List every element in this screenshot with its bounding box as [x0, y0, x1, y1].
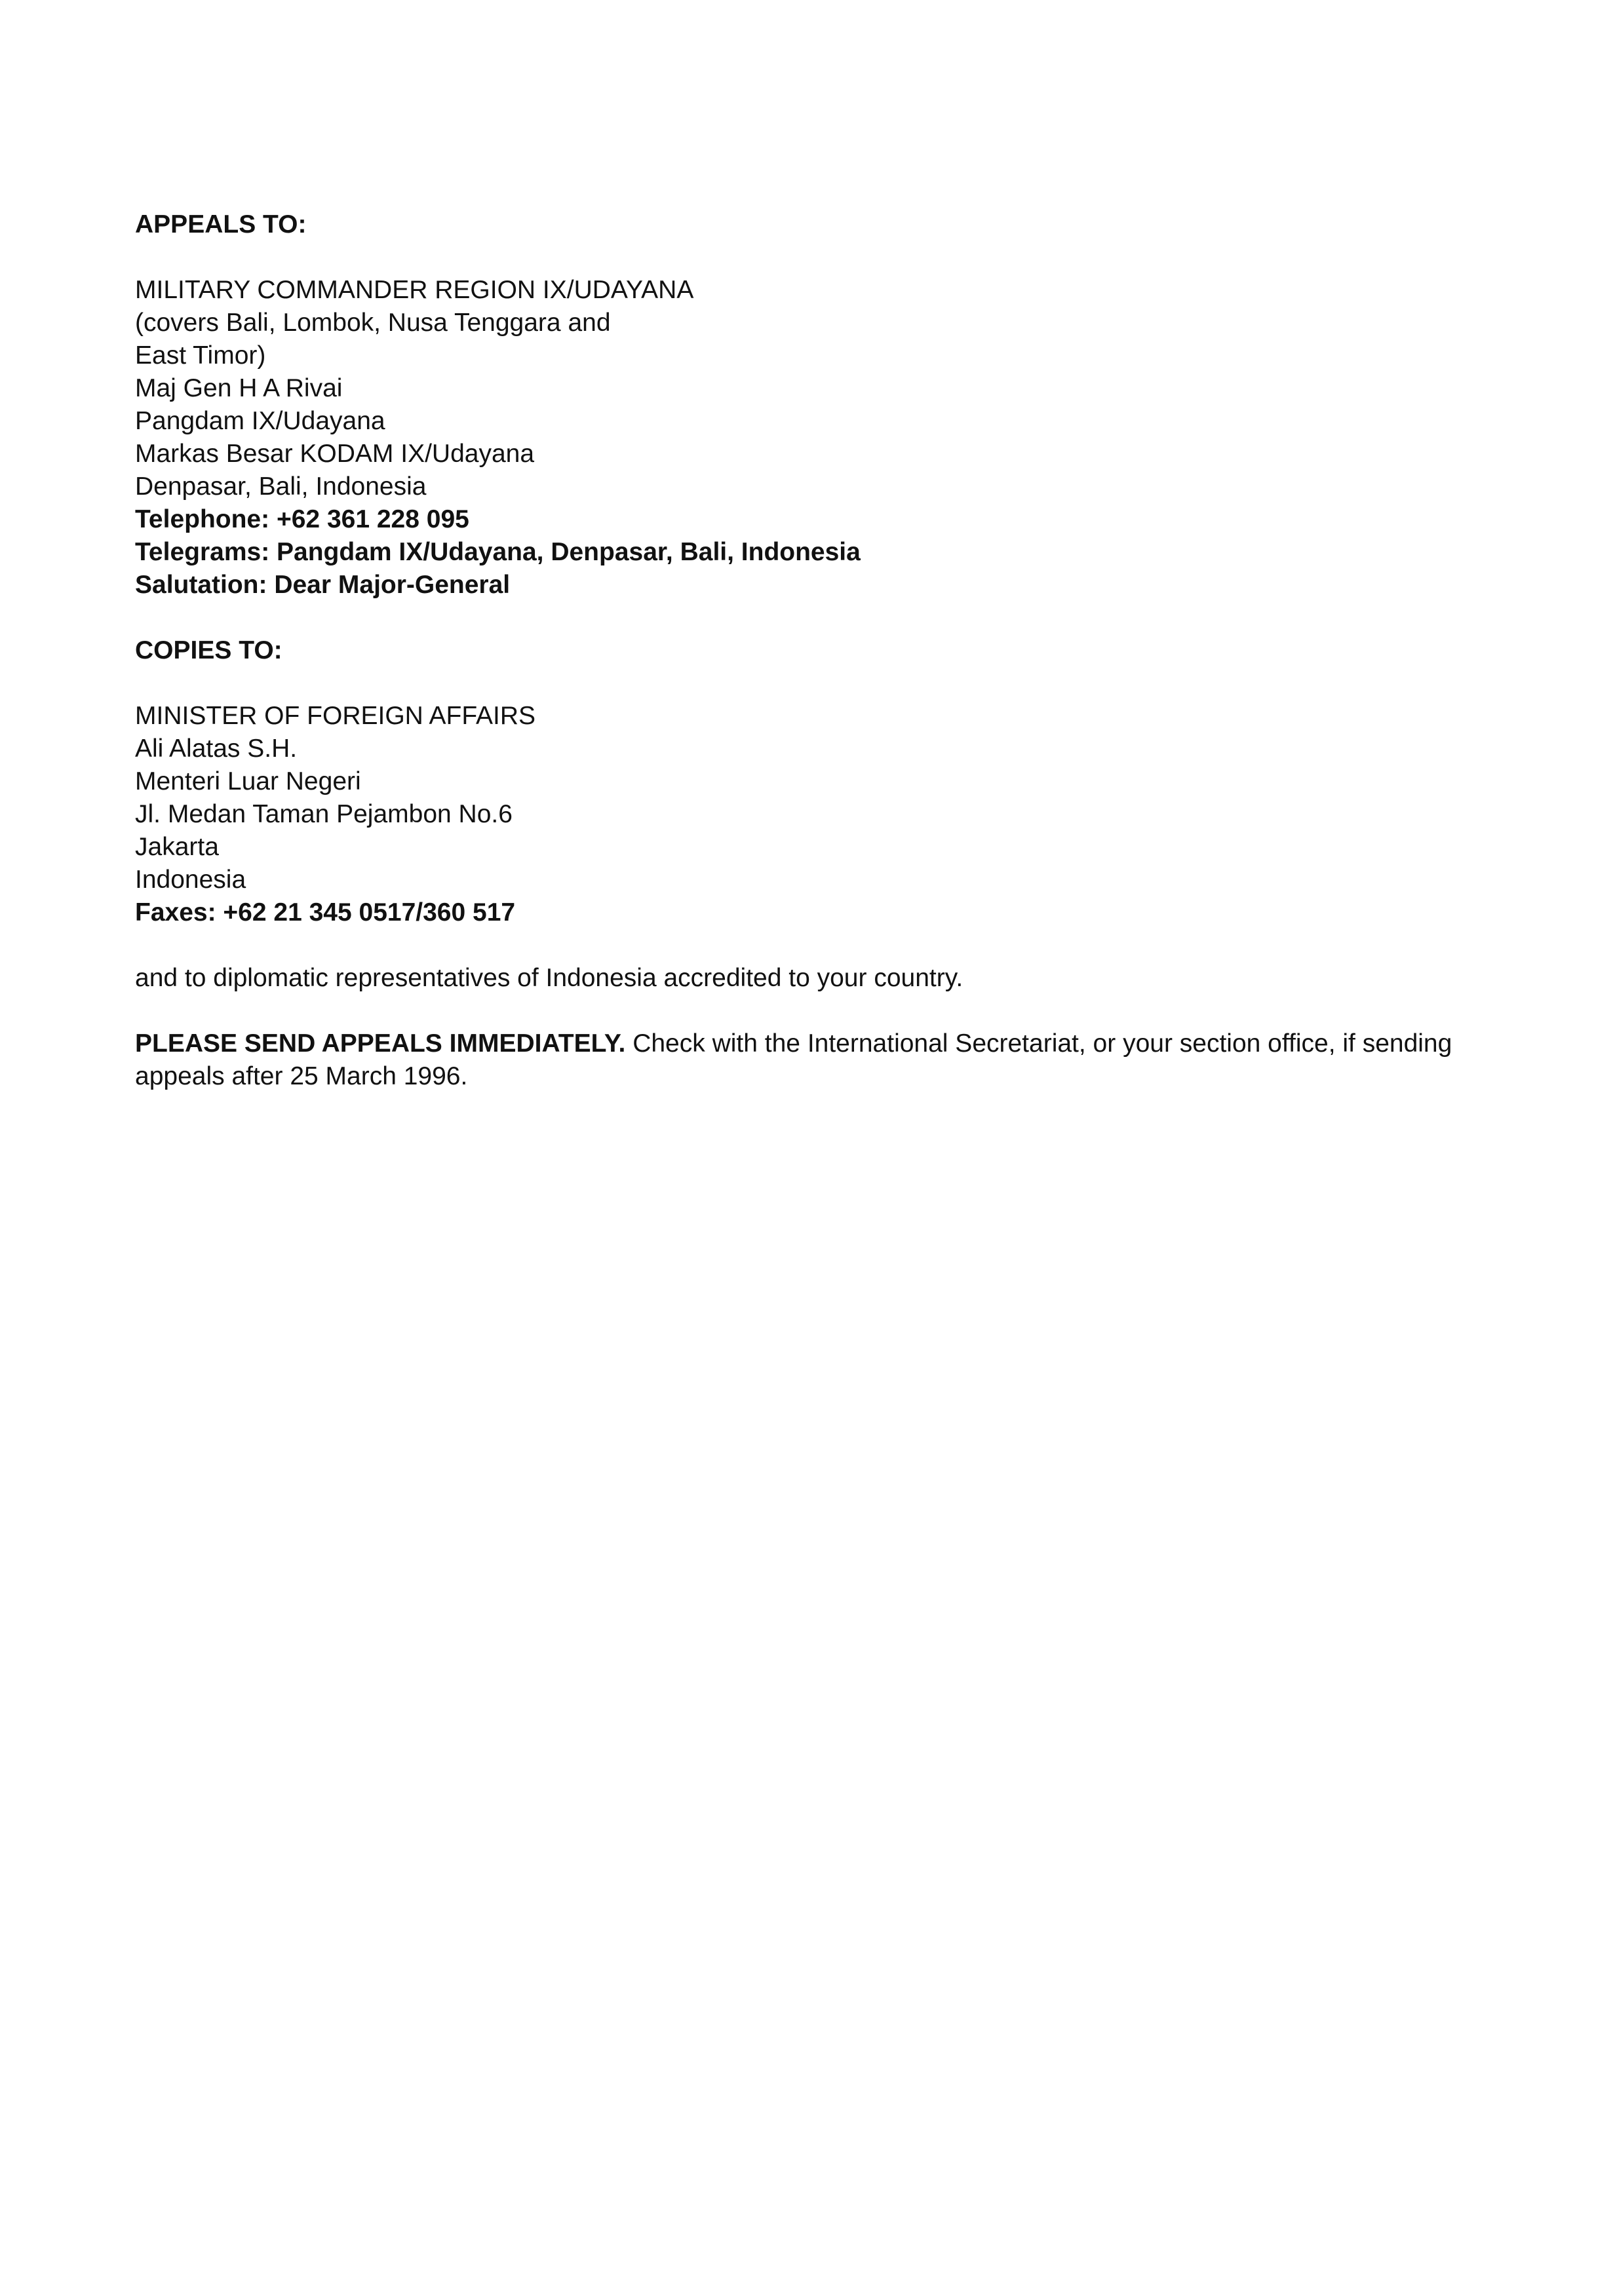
appeals-recipient-name: Maj Gen H A Rivai	[135, 374, 343, 402]
appeals-telephone: Telephone: +62 361 228 095	[135, 505, 469, 533]
diplomatic-note: and to diplomatic representatives of Indonesia accredited to your country.	[135, 964, 963, 992]
copies-recipient-name: Ali Alatas S.H.	[135, 735, 298, 763]
copies-recipient-position: Menteri Luar Negeri	[135, 767, 361, 795]
document-body	[135, 208, 1498, 1126]
copies-heading: COPIES TO:	[135, 636, 282, 664]
copies-recipient-country: Indonesia	[135, 866, 246, 894]
appeals-recipient-position: Pangdam IX/Udayana	[135, 407, 385, 435]
closing-text: Check with the International Secretariat, or your section office, if sending appeals after 25 March 1996.	[135, 1029, 1452, 1090]
copies-recipient-street: Jl. Medan Taman Pejambon No.6	[135, 800, 513, 828]
appeals-recipient-coverage-cont: East Timor)	[135, 341, 266, 370]
copies-faxes: Faxes: +62 21 345 0517/360 517	[135, 898, 516, 927]
appeals-telegrams: Telegrams: Pangdam IX/Udayana, Denpasar, Bali, Indonesia	[135, 538, 861, 566]
appeals-recipient-office: Markas Besar KODAM IX/Udayana	[135, 440, 535, 468]
closing-urgent: PLEASE SEND APPEALS IMMEDIATELY.	[135, 1029, 626, 1058]
appeals-recipient-title: MILITARY COMMANDER REGION IX/UDAYANA	[135, 276, 694, 304]
appeals-heading: APPEALS TO:	[135, 210, 307, 239]
copies-recipient-block	[135, 700, 1498, 929]
copies-recipient-city: Jakarta	[135, 833, 219, 861]
closing-paragraph	[135, 1027, 1498, 1093]
appeals-recipient-block	[135, 274, 1498, 602]
appeals-recipient-coverage: (covers Bali, Lombok, Nusa Tenggara and	[135, 309, 611, 337]
appeals-salutation: Salutation: Dear Major-General	[135, 571, 511, 599]
copies-recipient-title: MINISTER OF FOREIGN AFFAIRS	[135, 702, 536, 730]
appeals-recipient-address: Denpasar, Bali, Indonesia	[135, 472, 427, 501]
